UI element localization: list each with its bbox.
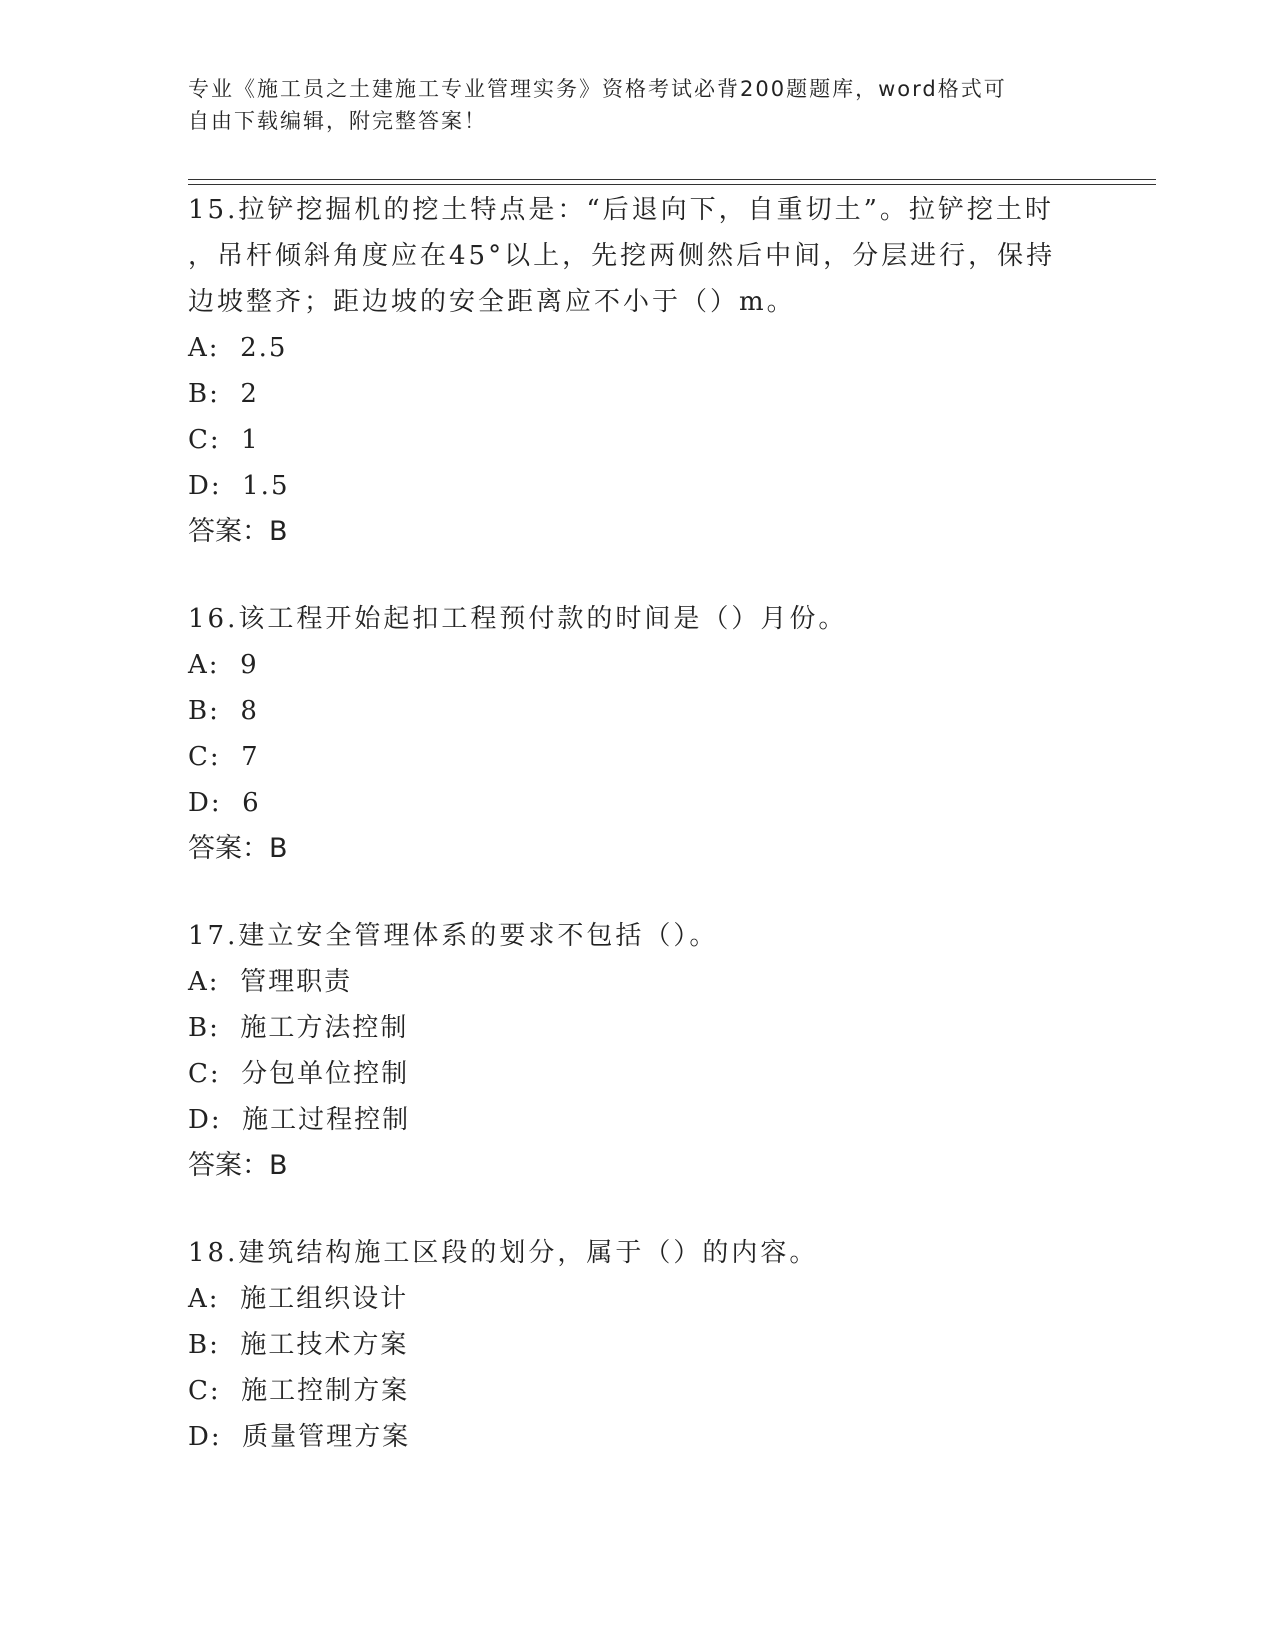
question-16 (188, 596, 1088, 872)
option-a: A: 管理职责 (188, 967, 353, 997)
answer-line: 答案：B (188, 833, 288, 864)
question-18 (188, 1230, 1088, 1460)
option-c: C: 7 (188, 742, 260, 772)
question-15 (188, 187, 1088, 555)
option-b: B: 施工方法控制 (188, 1013, 409, 1043)
question-stem-line: ，吊杆倾斜角度应在45°以上，先挖两侧然后中间，分层进行，保持 (188, 241, 1056, 271)
question-17 (188, 913, 1088, 1189)
option-d: D: 施工过程控制 (188, 1105, 411, 1135)
answer-line: 答案：B (188, 1150, 288, 1181)
answer-line: 答案：B (188, 516, 288, 547)
document-header (188, 73, 1068, 137)
question-stem-line: 边坡整齐；距边坡的安全距离应不小于（）m。 (188, 287, 796, 317)
header-line-1: 专业《施工员之土建施工专业管理实务》资格考试必背200题题库，word格式可 (188, 77, 1007, 101)
question-stem-line: 17.建立安全管理体系的要求不包括（）。 (188, 921, 719, 951)
option-b: B: 施工技术方案 (188, 1330, 409, 1360)
option-b: B: 8 (188, 696, 259, 726)
header-divider-bottom (188, 184, 1156, 185)
header-divider-top (188, 179, 1156, 180)
option-d: D: 6 (188, 788, 261, 818)
question-stem-line: 16.该工程开始起扣工程预付款的时间是（）月份。 (188, 604, 848, 634)
option-b: B: 2 (188, 379, 259, 409)
option-c: C: 1 (188, 425, 260, 455)
option-a: A: 9 (188, 650, 259, 680)
option-d: D: 1.5 (188, 471, 290, 501)
option-c: C: 施工控制方案 (188, 1376, 410, 1406)
header-line-2: 自由下载编辑，附完整答案！ (188, 109, 487, 133)
option-a: A: 施工组织设计 (188, 1284, 409, 1314)
option-a: A: 2.5 (188, 333, 288, 363)
question-stem-line: 18.建筑结构施工区段的划分，属于（）的内容。 (188, 1238, 819, 1268)
option-c: C: 分包单位控制 (188, 1059, 410, 1089)
option-d: D: 质量管理方案 (188, 1422, 411, 1452)
question-stem-line: 15.拉铲挖掘机的挖土特点是：“后退向下，自重切土”。拉铲挖土时 (188, 195, 1054, 225)
